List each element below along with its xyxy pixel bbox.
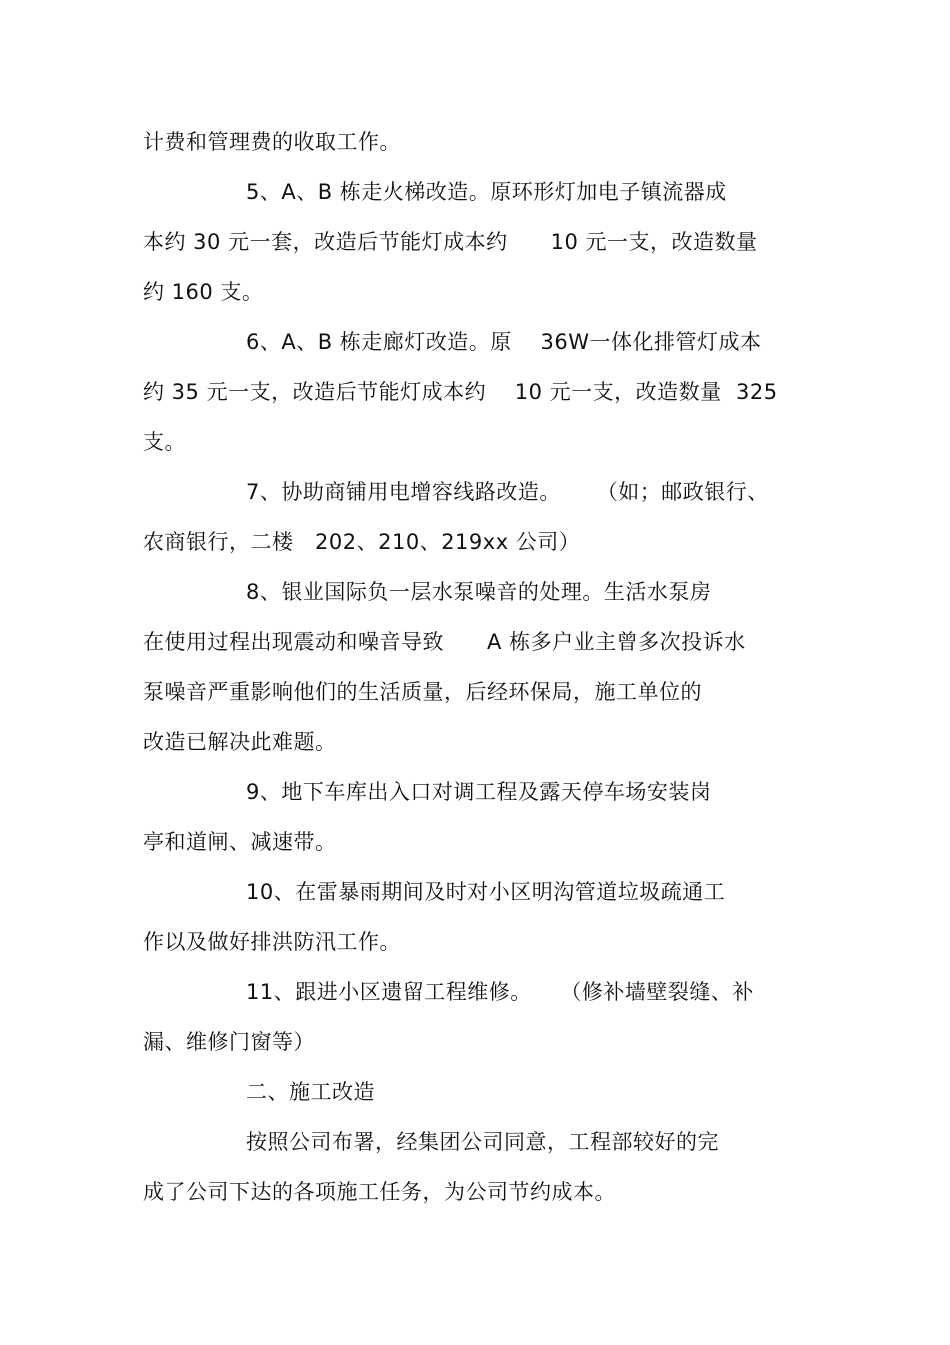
text-line-2: 5、A、B 栋走火梯改造。原环形灯加电子镇流器成: [246, 180, 727, 204]
text-line-19: 漏、维修门窗等）: [143, 1030, 315, 1054]
text-line-12: 泵噪音严重影响他们的生活质量，后经环保局，施工单位的: [143, 680, 702, 704]
text-line-4: 约 160 支。: [143, 280, 264, 304]
text-line-8: 7、协助商铺用电增容线路改造。 （如；邮政银行、: [246, 480, 769, 504]
text-line-16: 10、在雷暴雨期间及时对小区明沟管道垃圾疏通工: [246, 880, 726, 904]
text-line-3: 本约 30 元一套，改造后节能灯成本约 10 元一支，改造数量: [143, 230, 758, 254]
text-line-13: 改造已解决此难题。: [143, 730, 337, 754]
text-line-10: 8、银业国际负一层水泵噪音的处理。生活水泵房: [246, 580, 712, 604]
section-heading: 二、施工改造: [246, 1080, 375, 1104]
text-line-15: 亭和道闸、减速带。: [143, 830, 337, 854]
text-line-11: 在使用过程出现震动和噪音导致 A 栋多户业主曾多次投诉水: [143, 630, 746, 654]
text-line-14: 9、地下车库出入口对调工程及露天停车场安装岗: [246, 780, 712, 804]
text-line-17: 作以及做好排洪防汛工作。: [143, 930, 401, 954]
text-line-9: 农商银行，二楼 202、210、219xx 公司）: [143, 530, 581, 554]
text-line-7: 支。: [143, 430, 186, 454]
text-line-21: 按照公司布署，经集团公司同意，工程部较好的完: [246, 1130, 719, 1154]
text-line-18: 11、跟进小区遗留工程维修。 （修补墙壁裂缝、补: [246, 980, 754, 1004]
text-line-6: 约 35 元一支，改造后节能灯成本约 10 元一支，改造数量 325: [143, 380, 778, 404]
text-line-22: 成了公司下达的各项施工任务，为公司节约成本。: [143, 1180, 616, 1204]
text-line-5: 6、A、B 栋走廊灯改造。原 36W一体化排管灯成本: [246, 330, 762, 354]
text-line-1: 计费和管理费的收取工作。: [143, 130, 401, 154]
